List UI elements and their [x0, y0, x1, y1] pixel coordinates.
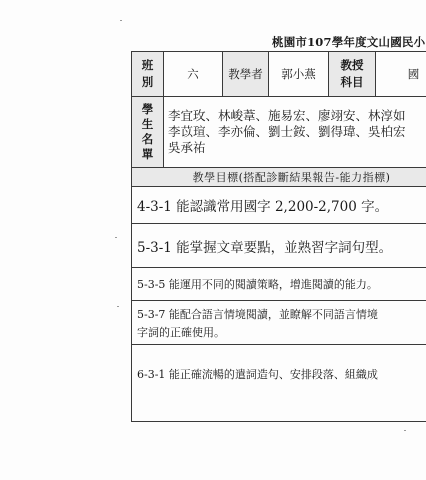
students-label	[132, 102, 163, 162]
goal-item	[132, 301, 426, 345]
label-glyph: 名	[141, 132, 154, 146]
student-names-line: 李苡瑄、李亦倫、劉士銨、劉得瑋、吳柏宏	[168, 124, 406, 139]
label-glyph: 學	[141, 102, 154, 116]
teacher-label: 教學者	[223, 52, 269, 97]
student-names-line: 吳承祐	[168, 140, 206, 155]
scan-speck	[115, 237, 117, 238]
label-glyph: 科目	[340, 75, 364, 89]
class-label-cell	[132, 52, 164, 97]
label-glyph: 班	[141, 58, 154, 72]
lesson-plan-table	[131, 51, 426, 421]
student-names	[164, 97, 426, 168]
class-value: 六	[164, 52, 223, 97]
document-title: 桃園市107學年度文山國民小	[272, 35, 426, 49]
subject-value: 國	[376, 52, 426, 97]
goal-item-line: 字詞的正確使用。	[137, 325, 225, 339]
goal-item: 5-3-5 能運用不同的閱讀策略，增進閱讀的能力。	[132, 268, 426, 301]
subject-label	[329, 57, 375, 91]
goal-item-line: 5-3-7 能配合語言情境閱讀，並瞭解不同語言情境	[137, 307, 378, 321]
label-glyph: 單	[141, 147, 154, 161]
class-label	[132, 57, 163, 91]
student-names-line: 李宜玫、林峻葦、施易宏、廖翊安、林淳如	[168, 108, 406, 123]
goal-item: 5-3-1 能掌握文章要點，並熟習字詞句型。	[132, 224, 426, 268]
goal-item: 6-3-1 能正確流暢的遣詞造句、安排段落、組織成	[132, 345, 426, 422]
goals-header: 教學目標(搭配診斷結果報告-能力指標)	[132, 168, 426, 187]
students-label-cell	[132, 97, 164, 168]
scan-speck	[117, 306, 119, 307]
label-glyph: 生	[141, 117, 154, 131]
label-glyph: 別	[141, 75, 154, 89]
teacher-value: 郭小燕	[269, 52, 329, 97]
label-glyph: 教授	[340, 58, 364, 72]
goal-item: 4-3-1 能認識常用國字 2,200-2,700 字。	[132, 187, 426, 224]
scan-speck	[404, 430, 406, 431]
scan-speck	[120, 20, 122, 21]
subject-label-cell	[329, 52, 376, 97]
